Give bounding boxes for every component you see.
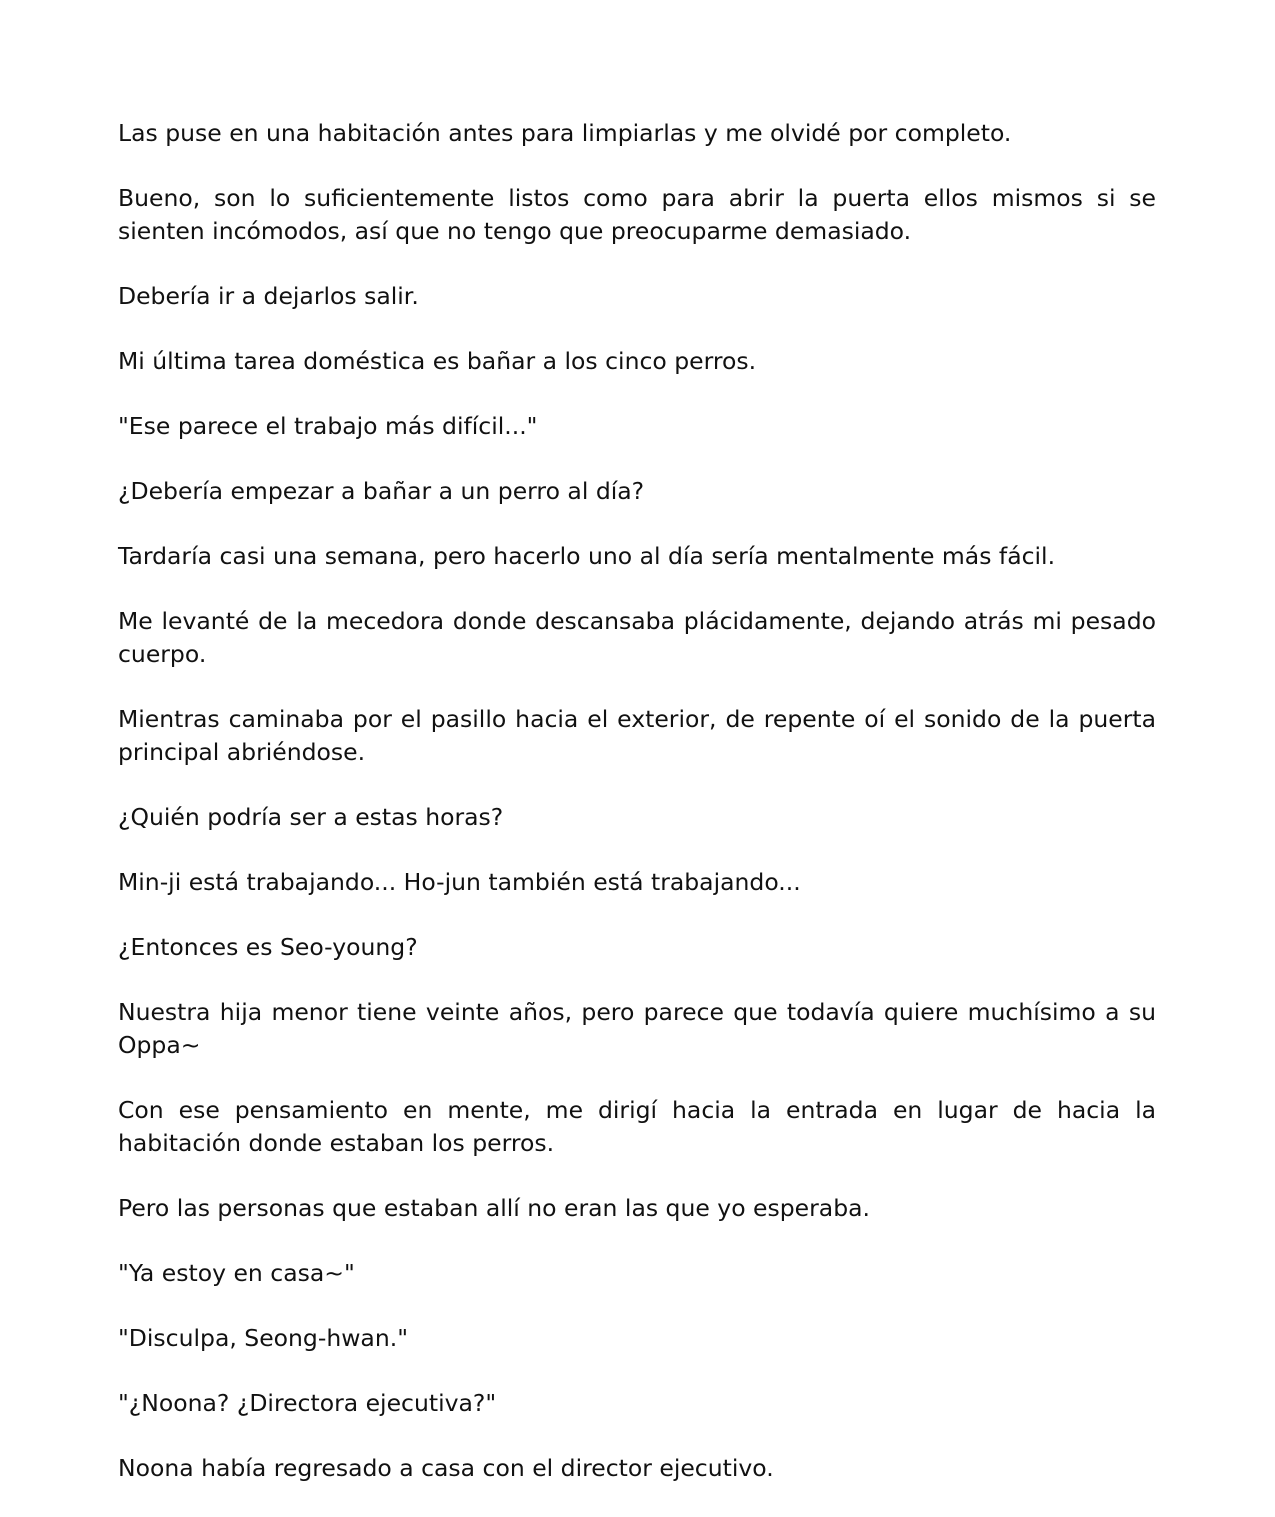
paragraph: Mientras caminaba por el pasillo hacia el exterior, de repente oí el sonido de la puerta principal abriéndose. [118, 705, 1156, 766]
paragraph: Mi última tarea doméstica es bañar a los cinco perros. [118, 347, 757, 375]
paragraph: "Disculpa, Seong-hwan." [118, 1324, 409, 1352]
paragraph: ¿Quién podría ser a estas horas? [118, 803, 504, 831]
paragraph: Min-ji está trabajando... Ho-jun también está trabajando... [118, 868, 801, 896]
paragraph: Con ese pensamiento en mente, me dirigí hacia la entrada en lugar de hacia la habitación donde estaban los perros. [118, 1096, 1156, 1157]
paragraph: Las puse en una habitación antes para limpiarlas y me olvidé por completo. [118, 119, 1012, 147]
paragraph: ¿Entonces es Seo-young? [118, 933, 418, 961]
paragraph: Tardaría casi una semana, pero hacerlo uno al día sería mentalmente más fácil. [118, 542, 1056, 570]
paragraph: Nuestra hija menor tiene veinte años, pero parece que todavía quiere muchísimo a su Oppa~ [118, 998, 1156, 1059]
paragraph: "Ese parece el trabajo más difícil..." [118, 412, 538, 440]
paragraph: Me levanté de la mecedora donde descansaba plácidamente, dejando atrás mi pesado cuerpo. [118, 607, 1156, 668]
paragraph: "¿Noona? ¿Directora ejecutiva?" [118, 1389, 497, 1417]
paragraph: Bueno, son lo suficientemente listos como para abrir la puerta ellos mismos si se sienten incómodos, así que no tengo que preocuparme demasiado. [118, 184, 1156, 245]
paragraph: Debería ir a dejarlos salir. [118, 282, 419, 310]
paragraph: Pero las personas que estaban allí no eran las que yo esperaba. [118, 1194, 870, 1222]
document-page [118, 117, 1156, 1517]
paragraph: Noona había regresado a casa con el director ejecutivo. [118, 1454, 774, 1482]
paragraph: ¿Debería empezar a bañar a un perro al día? [118, 477, 645, 505]
paragraph: "Ya estoy en casa~" [118, 1259, 355, 1287]
